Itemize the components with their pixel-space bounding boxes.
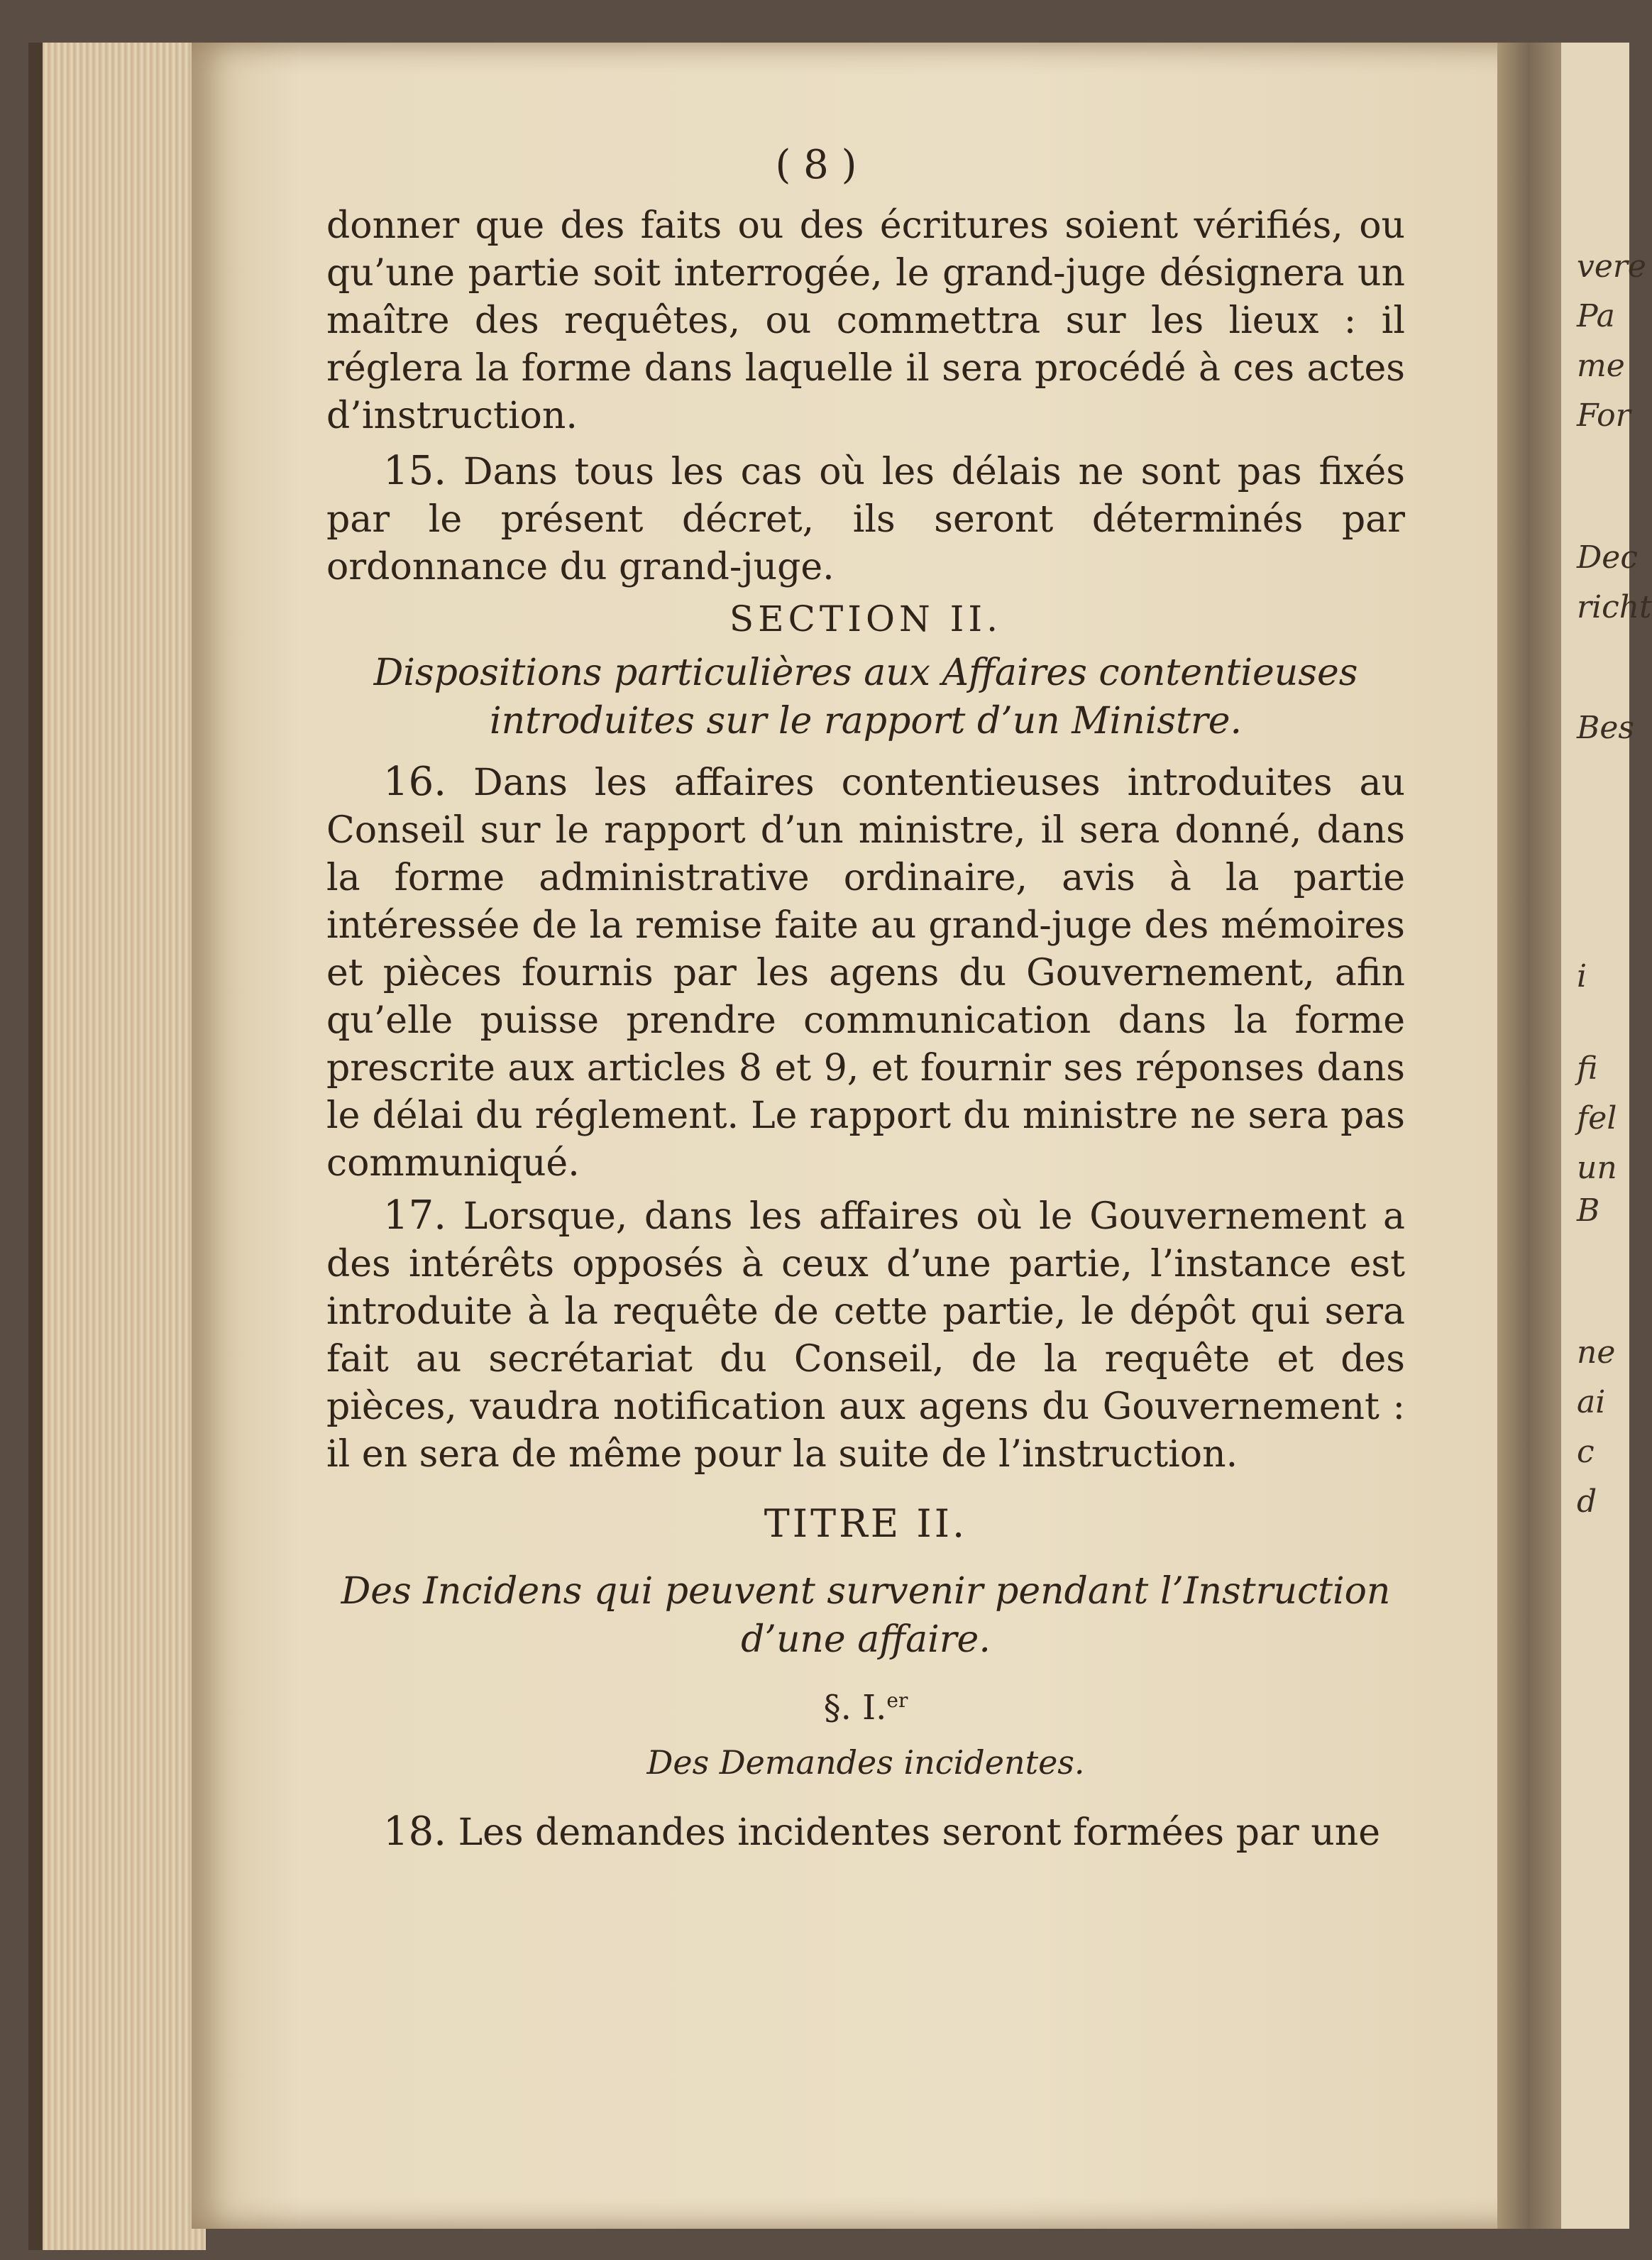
facing-fragment: d [1577,1483,1597,1520]
facing-fragment: Bes [1577,710,1634,746]
facing-fragment: fel [1577,1100,1617,1136]
page-number: ( 8 ) [775,142,857,188]
paragraph-mark-sup: er [886,1689,908,1712]
article-number: 17. [383,1192,447,1239]
facing-fragment: richt [1577,589,1652,625]
facing-fragment: ne [1577,1334,1616,1371]
section-heading: SECTION II. [729,598,1003,640]
paragraph-mark [326,1677,1405,1732]
titre-heading: TITRE II. [764,1501,968,1546]
facing-fragment: Pa [1577,298,1615,334]
article-number: 16. [383,759,447,805]
facing-fragment: For [1577,397,1631,434]
paragraph-mark-text: §. I. [823,1688,887,1728]
article-number: 15. [383,448,447,494]
article-15 [326,447,1405,591]
facing-fragment: fi [1577,1051,1598,1087]
article-text: Lorsque, dans les affaires où le Gouvernement a des intérêts opposés à ceux d’une partie, l’instance est introduite à la requête de cette partie, le dépôt qui sera fait au secrétariat du Conseil, de la requête et des pièces, vaudra notification aux agens du Gouvernement : il en sera de même pour la suite de l’instruction. [326,1195,1405,1476]
facing-fragment: i [1577,958,1587,994]
subsection-title: Des Demandes incidentes. [646,1743,1085,1782]
article-16 [326,758,1405,1187]
facing-fragment: un [1577,1150,1617,1186]
titre-title: Des Incidens qui peuvent survenir pendant l’Instruction d’une affaire. [341,1570,1391,1661]
facing-fragment: me [1577,348,1625,384]
article-17 [326,1192,1405,1479]
section-title: Dispositions particulières aux Affaires contentieuses introduites sur le rapport d’un Ministre. [373,652,1358,742]
facing-fragment: ai [1577,1384,1606,1420]
facing-fragment: B [1577,1192,1600,1229]
book-page-edges [28,43,206,2250]
paragraph-continuation: donner que des faits ou des écritures soient vérifiés, ou qu’une partie soit interrogée, le grand-juge désignera un maître des requêtes, ou commettra sur les lieux : il réglera la forme dans laquelle il sera procédé à ces actes d’instruction. [326,204,1405,437]
article-18 [326,1808,1405,1857]
facing-fragment: Dec [1577,539,1638,576]
article-text: Dans tous les cas où les délais ne sont pas fixés par le présent décret, ils seront déterminés par ordonnance du grand-juge. [326,451,1405,588]
article-number: 18. [383,1809,447,1855]
article-text: Dans les affaires contentieuses introduites au Conseil sur le rapport d’un ministre, il sera donné, dans la forme administrative ordinaire, avis à la partie intéressée de la remise faite au grand-juge des mémoires et pièces fournis par les agens du Gouvernement, afin qu’elle puisse prendre communication dans la forme prescrite aux articles 8 et 9, et fournir ses réponses dans le délai du réglement. Le rapport du ministre ne sera pas communiqué. [326,762,1406,1185]
article-text: Les demandes incidentes seront formées par une [458,1811,1381,1854]
page-text [326,202,1405,1857]
facing-page [1561,43,1652,2229]
facing-fragment: vere [1577,248,1646,285]
facing-fragment: c [1577,1434,1595,1470]
